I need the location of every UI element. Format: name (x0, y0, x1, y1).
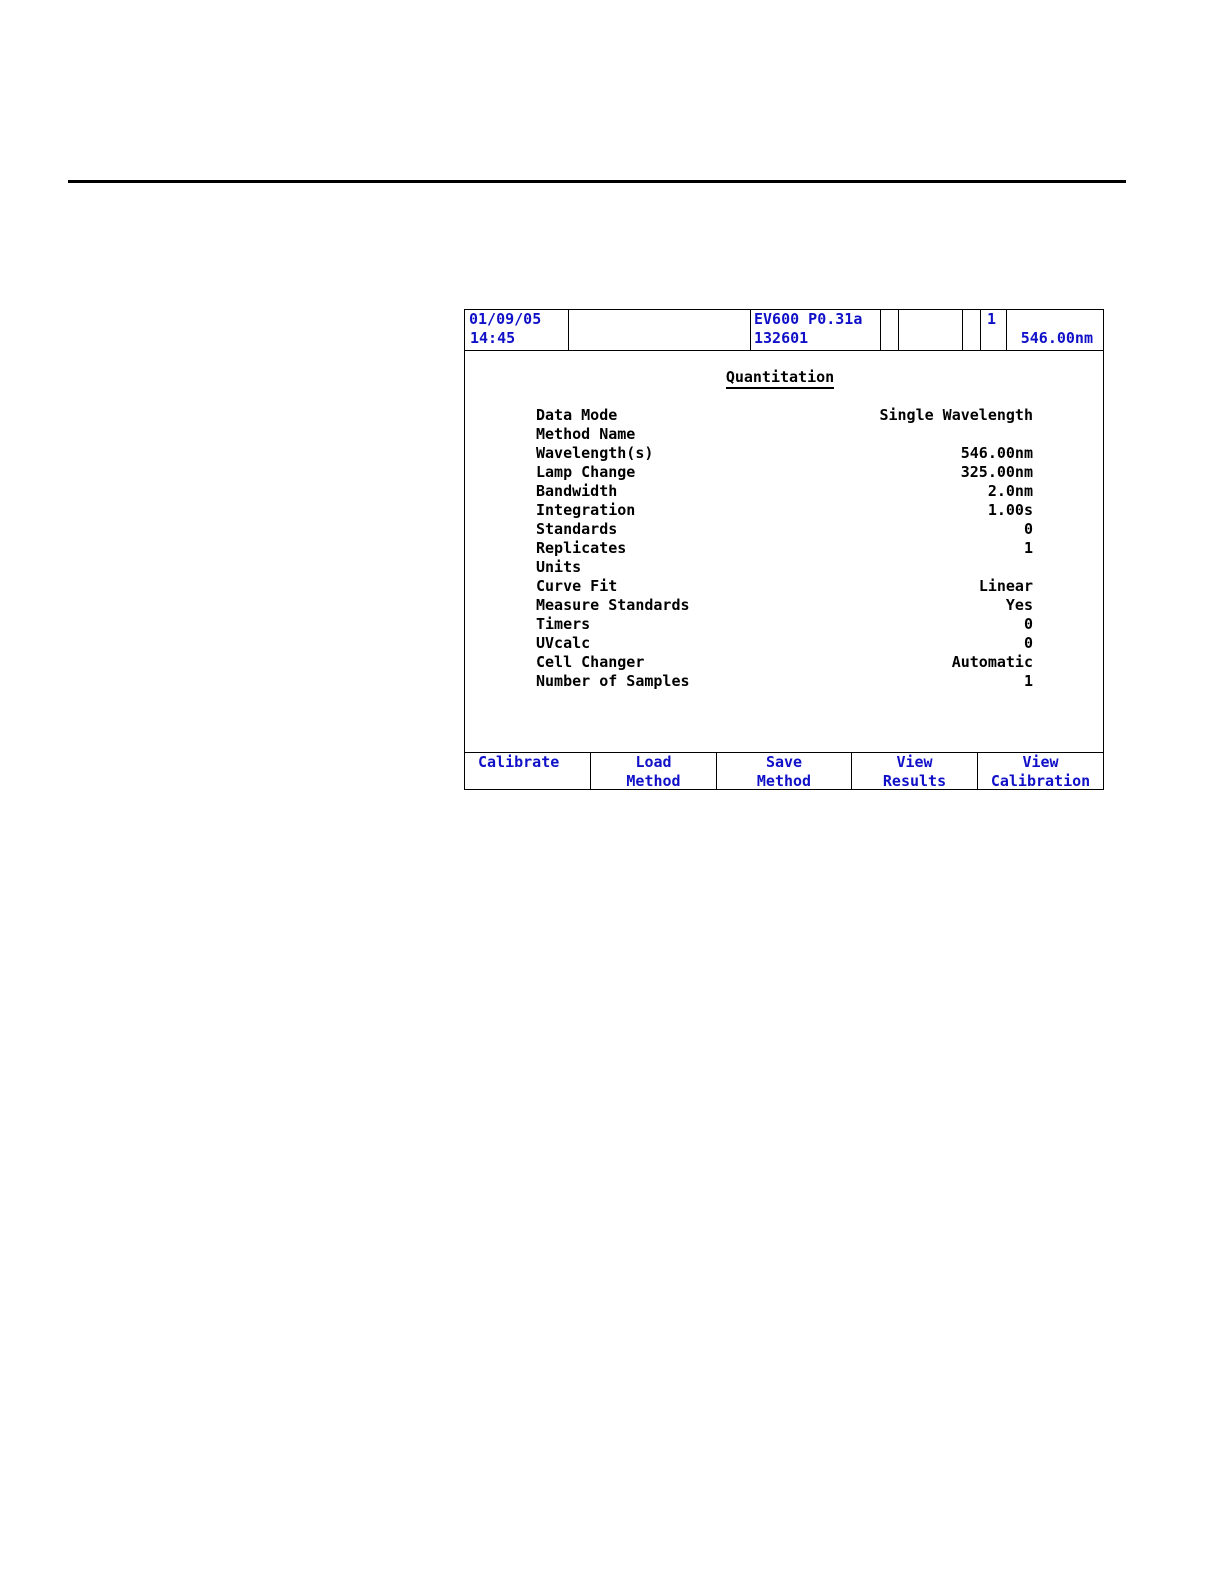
status-bar (465, 310, 1103, 351)
status-version: EV600 P0.31a (754, 310, 863, 328)
param-value: 1 (1023, 672, 1033, 690)
param-label: Units (536, 558, 582, 576)
param-label: Cell Changer (536, 653, 645, 671)
status-date: 01/09/05 (469, 310, 542, 328)
instrument-screen (464, 309, 1104, 790)
status-time: 14:45 (470, 329, 516, 347)
param-row-lamp-change[interactable] (536, 463, 1033, 482)
param-row-bandwidth[interactable] (536, 482, 1033, 501)
param-label: Data Mode (536, 406, 618, 424)
param-value: Automatic (951, 653, 1033, 671)
param-value: Linear (978, 577, 1033, 595)
param-value: 2.0nm (987, 482, 1033, 500)
param-label: Standards (536, 520, 618, 538)
param-row-replicates[interactable] (536, 539, 1033, 558)
param-label: Integration (536, 501, 636, 519)
status-indicator-cell-2 (899, 310, 963, 350)
param-label: Wavelength(s) (536, 444, 654, 462)
param-label: Lamp Change (536, 463, 636, 481)
param-row-integration[interactable] (536, 501, 1033, 520)
view-calibration-button[interactable]: View Calibration (990, 753, 1091, 790)
param-label: Bandwidth (536, 482, 618, 500)
softkey-bar (465, 752, 1103, 790)
param-value: 0 (1023, 520, 1033, 538)
param-value: 325.00nm (960, 463, 1033, 481)
wavelength-cell (1007, 310, 1103, 350)
param-label: Method Name (536, 425, 636, 443)
param-value: 1 (1023, 539, 1033, 557)
cell-number-cell (981, 310, 1007, 350)
param-value: 546.00nm (960, 444, 1033, 462)
param-label: UVcalc (536, 634, 591, 652)
status-cell-number: 1 (987, 310, 997, 328)
calibrate-button[interactable]: Calibrate (465, 753, 591, 790)
page-title: Quantitation (465, 368, 1095, 386)
status-indicator-cell-3 (963, 310, 981, 350)
param-label: Timers (536, 615, 591, 633)
page-top-rule (68, 180, 1126, 183)
param-row-wavelengths[interactable] (536, 444, 1033, 463)
load-method-button[interactable]: Load Method (591, 753, 717, 790)
param-row-uvcalc[interactable] (536, 634, 1033, 653)
status-indicator-cell-1 (881, 310, 899, 350)
param-value: Yes (1005, 596, 1033, 614)
param-row-measure-standards[interactable] (536, 596, 1033, 615)
date-time-cell (465, 310, 569, 350)
param-label: Replicates (536, 539, 627, 557)
param-value: 0 (1023, 615, 1033, 633)
status-serial: 132601 (754, 329, 809, 347)
version-cell (751, 310, 881, 350)
param-row-units[interactable] (536, 558, 1033, 577)
param-row-data-mode[interactable] (536, 406, 1033, 425)
param-value: 1.00s (987, 501, 1033, 519)
view-results-button[interactable]: View Results (852, 753, 978, 790)
param-row-standards[interactable] (536, 520, 1033, 539)
param-row-number-of-samples[interactable] (536, 672, 1033, 691)
param-value: 0 (1023, 634, 1033, 652)
param-label: Curve Fit (536, 577, 618, 595)
param-label: Number of Samples (536, 672, 690, 690)
param-row-timers[interactable] (536, 615, 1033, 634)
status-wavelength: 546.00nm (1020, 329, 1093, 347)
param-row-method-name[interactable] (536, 425, 1033, 444)
param-value: Single Wavelength (879, 406, 1033, 424)
param-label: Measure Standards (536, 596, 690, 614)
param-row-cell-changer[interactable] (536, 653, 1033, 672)
quantitation-panel (465, 351, 1103, 751)
param-row-curve-fit[interactable] (536, 577, 1033, 596)
save-method-button[interactable]: Save Method (717, 753, 852, 790)
status-blank-cell (569, 310, 751, 350)
